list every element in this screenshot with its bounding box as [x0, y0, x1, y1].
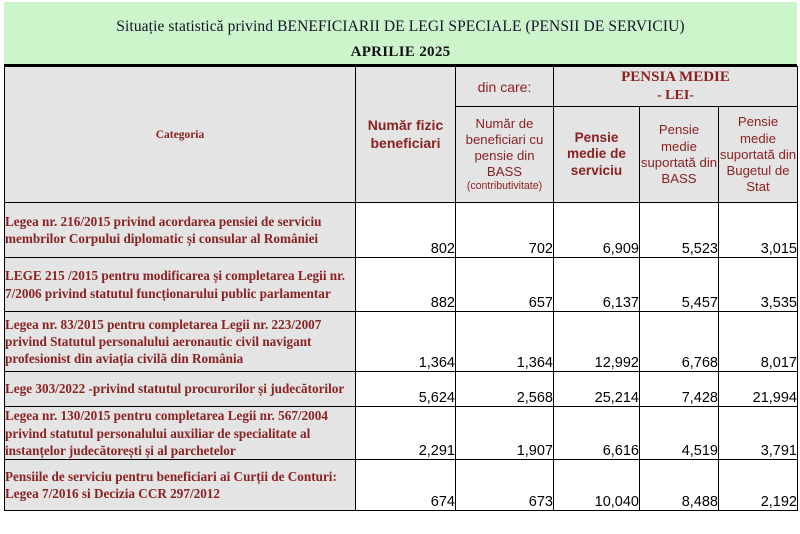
row-pensie-medie-serviciu: 6,616: [554, 407, 640, 460]
row-numar-beneficiari-bass: 1,364: [456, 312, 554, 372]
row-pensie-medie-suportata-buget: 3,535: [719, 258, 798, 312]
header-numar-beneficiari-bass-note: (contributivitate): [466, 179, 543, 192]
row-pensie-medie-suportata-bass: 8,488: [640, 460, 719, 511]
table-body: [5, 203, 798, 511]
row-pensie-medie-suportata-buget: 8,017: [719, 312, 798, 372]
row-pensie-medie-serviciu: 6,137: [554, 258, 640, 312]
header-pensia-medie-group: [554, 67, 798, 107]
row-categoria: Legea nr. 83/2015 pentru completarea Legii nr. 223/2007 privind Statutul personalului aeronautic civil navigant profesionist din aviația civilă din România: [5, 312, 356, 372]
row-numar-beneficiari-bass: 1,907: [456, 407, 554, 460]
row-categoria: Legea nr. 216/2015 privind acordarea pensiei de serviciu membrilor Corpului diplomatic și consular al României: [5, 203, 356, 258]
header-pensie-medie-suportata-bass: Pensie medie suportată din BASS: [640, 107, 719, 203]
row-pensie-medie-suportata-buget: 21,994: [719, 372, 798, 407]
row-categoria: LEGE 215 /2015 pentru modificarea și completarea Legii nr. 7/2006 privind statutul funcționarului public parlamentar: [5, 258, 356, 312]
header-pensia-medie-title: PENSIA MEDIE: [621, 69, 730, 85]
beneficiaries-table: [4, 66, 798, 511]
table-row: [5, 258, 798, 312]
row-numar-beneficiari-bass: 702: [456, 203, 554, 258]
table-row: [5, 312, 798, 372]
header-din-care: din care:: [456, 67, 554, 107]
row-pensie-medie-suportata-bass: 5,523: [640, 203, 719, 258]
header-pensie-medie-suportata-buget: Pensie medie suportată din Bugetul de Stat: [719, 107, 798, 203]
table-row: [5, 460, 798, 511]
row-pensie-medie-serviciu: 12,992: [554, 312, 640, 372]
header-numar-beneficiari-bass: [456, 107, 554, 203]
row-pensie-medie-suportata-bass: 6,768: [640, 312, 719, 372]
row-numar-beneficiari-bass: 2,568: [456, 372, 554, 407]
row-pensie-medie-serviciu: 6,909: [554, 203, 640, 258]
row-pensie-medie-serviciu: 10,040: [554, 460, 640, 511]
header-numar-beneficiari-bass-label: Număr de beneficiari cu pensie din BASS: [465, 115, 544, 179]
row-numar-fizic-beneficiari: 1,364: [356, 312, 456, 372]
row-numar-fizic-beneficiari: 5,624: [356, 372, 456, 407]
header-row-group: [5, 67, 798, 107]
page-title: Situație statistică privind BENEFICIARII DE LEGI SPECIALE (PENSII DE SERVICIU): [116, 18, 685, 35]
row-categoria: Pensiile de serviciu pentru beneficiari ai Curții de Conturi: Legea 7/2016 si Decizia CCR 297/2012: [5, 460, 356, 511]
row-categoria: Lege 303/2022 -privind statutul procurorilor și judecătorilor: [5, 372, 356, 407]
table-row: [5, 372, 798, 407]
row-pensie-medie-suportata-buget: 2,192: [719, 460, 798, 511]
header-numar-fizic-beneficiari: Număr fizic beneficiari: [356, 67, 456, 203]
report-period: APRILIE 2025: [350, 44, 451, 60]
row-numar-beneficiari-bass: 657: [456, 258, 554, 312]
header-pensie-medie-serviciu: Pensie medie de serviciu: [554, 107, 640, 203]
header-pensia-medie-unit: - LEI-: [657, 88, 694, 104]
row-numar-fizic-beneficiari: 2,291: [356, 407, 456, 460]
header-categoria: Categoria: [5, 67, 356, 203]
table-row: [5, 203, 798, 258]
table-row: [5, 407, 798, 460]
row-pensie-medie-serviciu: 25,214: [554, 372, 640, 407]
row-categoria: Legea nr. 130/2015 pentru completarea Legii nr. 567/2004 privind statutul personalului auxiliar de specialitate al instanțelor judecătorești și al parchetelor: [5, 407, 356, 460]
row-numar-fizic-beneficiari: 882: [356, 258, 456, 312]
row-pensie-medie-suportata-bass: 5,457: [640, 258, 719, 312]
row-pensie-medie-suportata-buget: 3,015: [719, 203, 798, 258]
row-numar-fizic-beneficiari: 674: [356, 460, 456, 511]
table-head: [5, 67, 798, 203]
row-pensie-medie-suportata-bass: 7,428: [640, 372, 719, 407]
title-banner: [4, 2, 797, 66]
row-pensie-medie-suportata-bass: 4,519: [640, 407, 719, 460]
row-pensie-medie-suportata-buget: 3,791: [719, 407, 798, 460]
row-numar-fizic-beneficiari: 802: [356, 203, 456, 258]
row-numar-beneficiari-bass: 673: [456, 460, 554, 511]
